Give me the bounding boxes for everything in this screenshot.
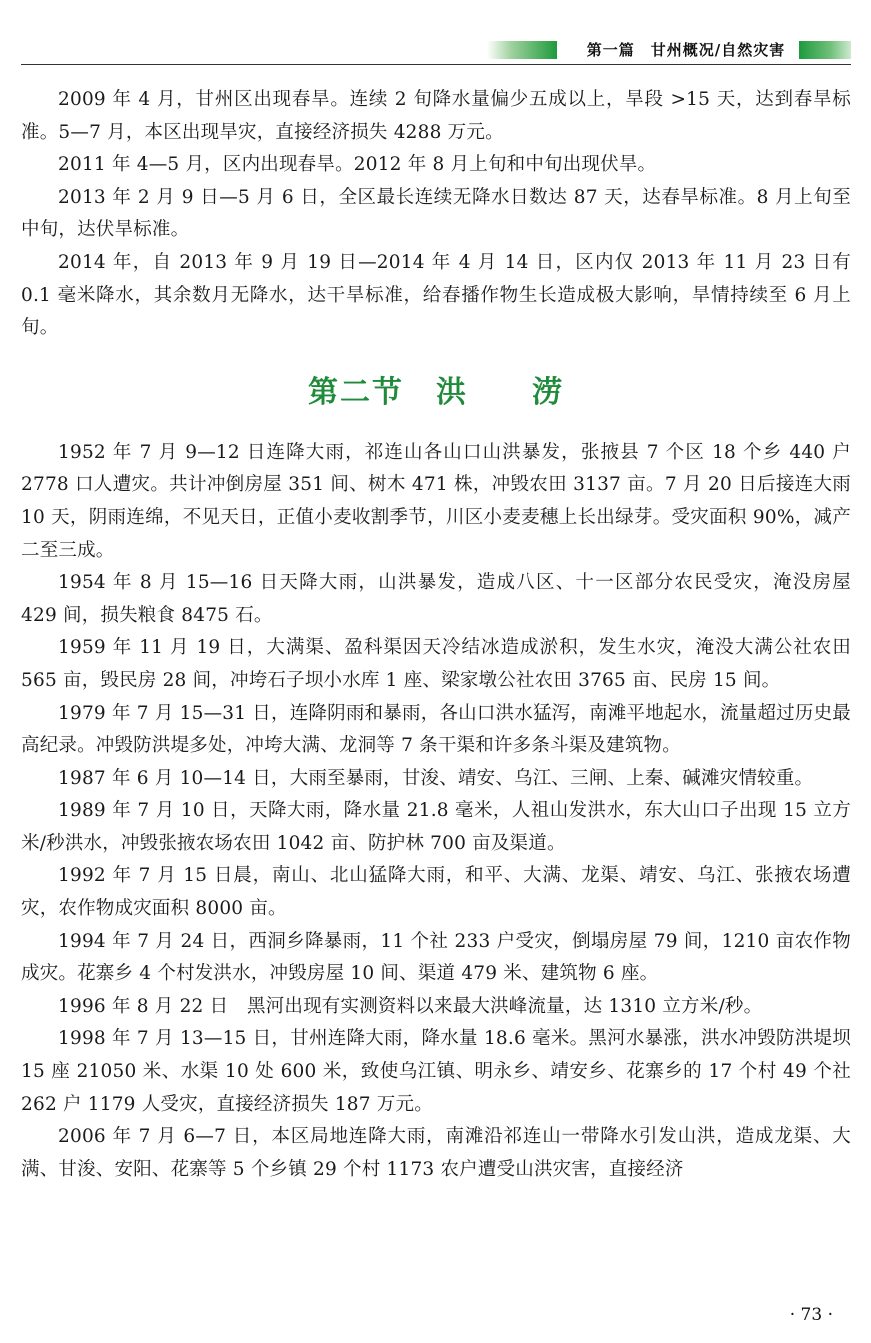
page-body (21, 84, 851, 1186)
paragraph: 2006 年 7 月 6—7 日，本区局地连降大雨，南滩沿祁连山一带降水引发山洪，造成龙渠、大满、甘浚、安阳、花寨等 5 个乡镇 29 个村 1173 农户遭受山洪灾害，直接经济 (21, 1126, 851, 1180)
paragraph: 1954 年 8 月 15—16 日天降大雨，山洪暴发，造成八区、十一区部分农民受灾，淹没房屋 429 间，损失粮食 8475 石。 (21, 572, 851, 626)
paragraph: 2011 年 4—5 月，区内出现春旱。2012 年 8 月上旬和中旬出现伏旱。 (58, 154, 657, 176)
paragraph: 1959 年 11 月 19 日，大满渠、盈科渠因天冷结冰造成淤积，发生水灾，淹没大满公社农田 565 亩，毁民房 28 间，冲垮石子坝小水库 1 座、梁家墩公社农田 3765 亩、民房 15 间。 (21, 637, 851, 691)
section-title: 第二节 洪 涝 (308, 374, 564, 410)
header-accent-bar-left (487, 41, 557, 59)
header-rule (21, 64, 851, 65)
paragraph: 1998 年 7 月 13—15 日，甘州连降大雨，降水量 18.6 毫米。黑河水暴涨，洪水冲毁防洪堤坝 15 座 21050 米、水渠 10 处 600 米，致使乌江镇、明永乡、靖安乡、花寨乡的 17 个村 49 个社 262 户 1179 人受灾，直接经济损失 187 万元。 (21, 1028, 851, 1115)
running-header-title: 第一篇 甘州概况/自然灾害 (586, 41, 786, 59)
paragraph: 1987 年 6 月 10—14 日，大雨至暴雨，甘浚、靖安、乌江、三闸、上秦、碱滩灾情较重。 (58, 767, 814, 789)
paragraph: 1992 年 7 月 15 日晨，南山、北山猛降大雨，和平、大满、龙渠、靖安、乌江、张掖农场遭灾，农作物成灾面积 8000 亩。 (21, 865, 851, 920)
running-header (21, 36, 851, 66)
paragraph: 1996 年 8 月 22 日 黑河出现有实测资料以来最大洪峰流量，达 1310 立方米/秒。 (58, 995, 763, 1017)
paragraph: 2013 年 2 月 9 日—5 月 6 日，全区最长连续无降水日数达 87 天，达春旱标准。8 月上旬至中旬，达伏旱标准。 (21, 186, 851, 241)
paragraph: 1952 年 7 月 9—12 日连降大雨，祁连山各山口山洪暴发，张掖县 7 个区 18 个乡 440 户 2778 口人遭灾。共计冲倒房屋 351 间、树木 471 株，冲毁农田 3137 亩。7 月 20 日后接连大雨 10 天，阴雨连绵，不见天日，正值小麦收割季节，川区小麦麦穗上长出绿芽。受灾面积 90%，减产二至三成。 (21, 441, 851, 561)
paragraph: 2009 年 4 月，甘州区出现春旱。连续 2 旬降水量偏少五成以上，旱段 >15 天，达到春旱标准。5—7 月，本区出现旱灾，直接经济损失 4288 万元。 (21, 89, 851, 143)
paragraph: 1994 年 7 月 24 日，西洞乡降暴雨，11 个社 233 户受灾，倒塌房屋 79 间，1210 亩农作物成灾。花寨乡 4 个村发洪水，冲毁房屋 10 间、渠道 479 米、建筑物 6 座。 (21, 930, 851, 985)
header-accent-bar-right (799, 41, 851, 59)
page-number: · 73 · (789, 1305, 833, 1325)
paragraph: 1979 年 7 月 15—31 日，连降阴雨和暴雨，各山口洪水猛泻，南滩平地起水，流量超过历史最高纪录。冲毁防洪堤多处，冲垮大满、龙洞等 7 条干渠和许多条斗渠及建筑物。 (21, 702, 851, 757)
paragraph: 1989 年 7 月 10 日，天降大雨，降水量 21.8 毫米，人祖山发洪水，东大山口子出现 15 立方米/秒洪水，冲毁张掖农场农田 1042 亩、防护林 700 亩及渠道。 (21, 800, 851, 854)
paragraph: 2014 年，自 2013 年 9 月 19 日—2014 年 4 月 14 日，区内仅 2013 年 11 月 23 日有 0.1 毫米降水，其余数月无降水，达干旱标准，给春播作物生长造成极大影响，旱情持续至 6 月上旬。 (21, 251, 851, 339)
